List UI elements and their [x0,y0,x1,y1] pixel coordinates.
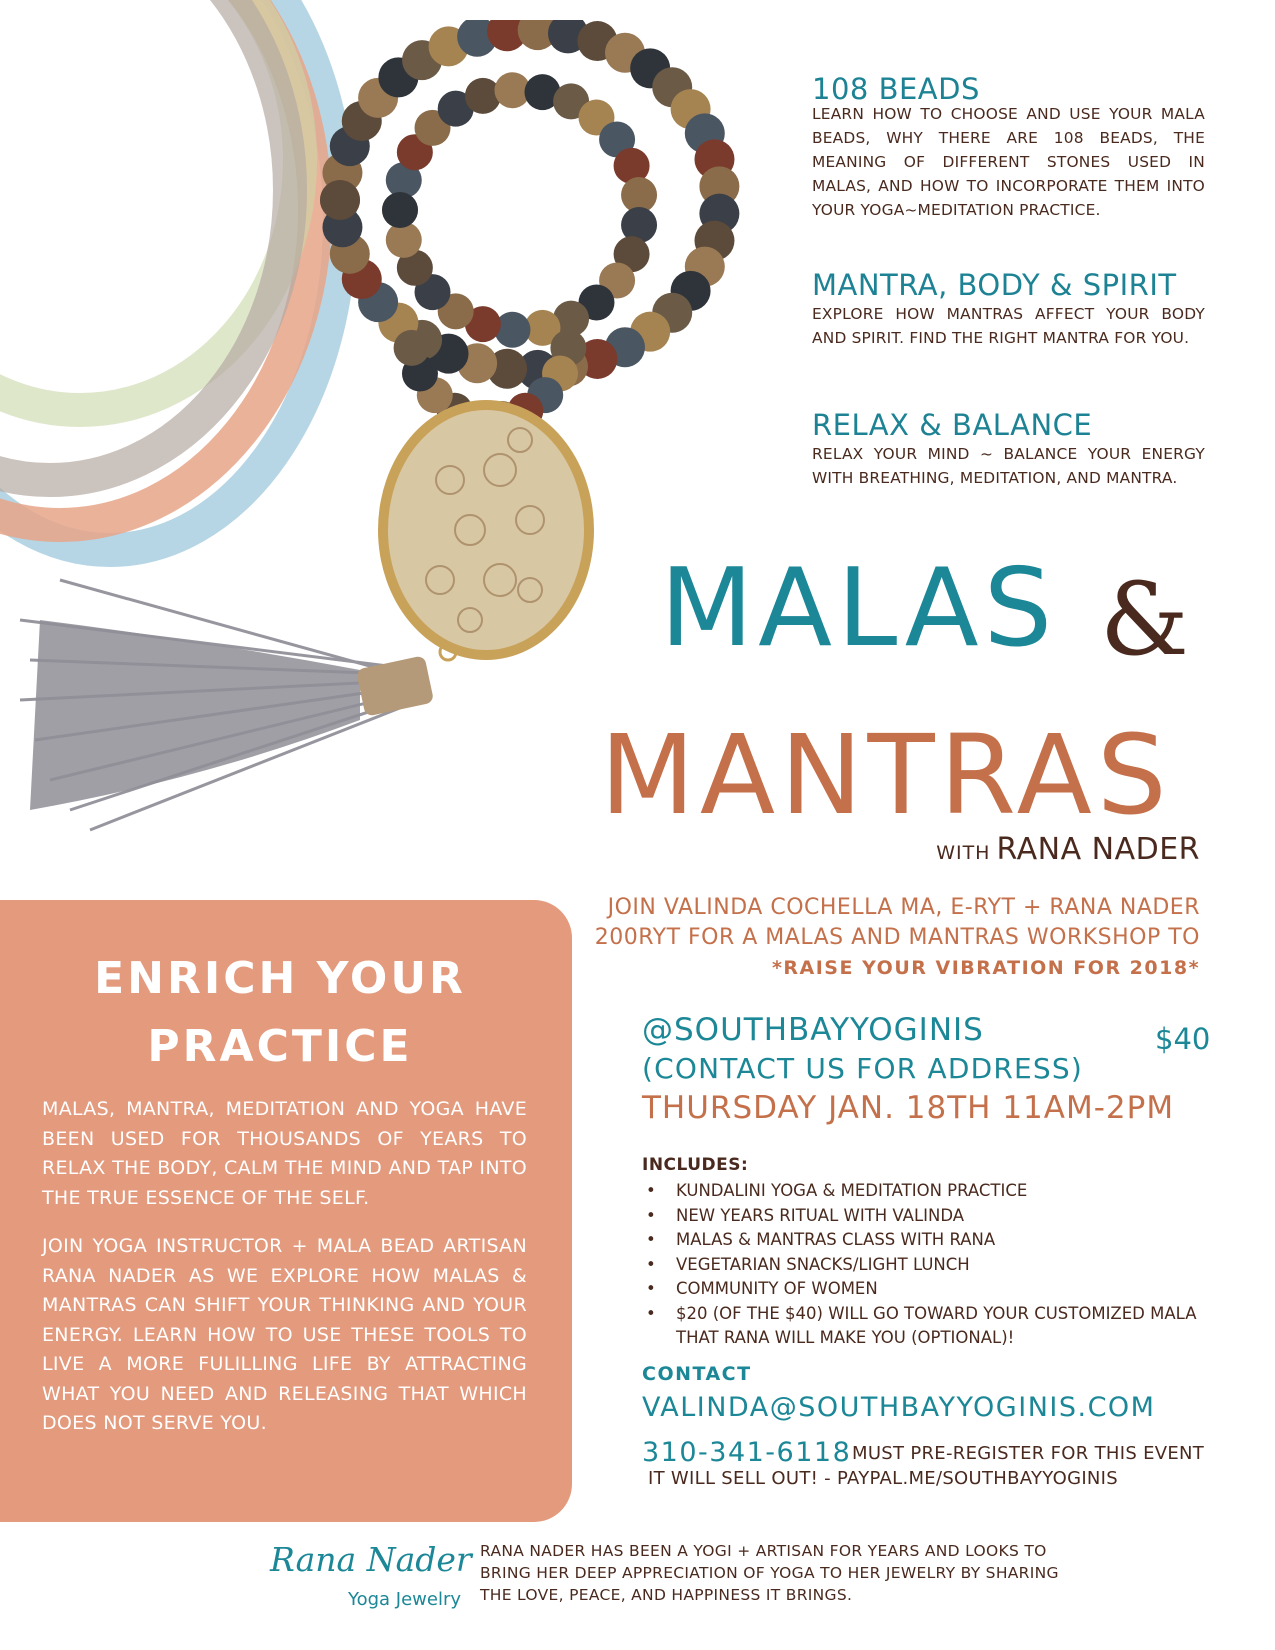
join-tagline: *RAISE YOUR VIBRATION FOR 2018* [771,957,1200,979]
address-note: (CONTACT US FOR ADDRESS) [642,1052,1083,1085]
includes-heading: INCLUDES: [642,1155,749,1175]
section-body-108-beads: LEARN HOW TO CHOOSE AND USE YOUR MALA BEADS, WHY THERE ARE 108 BEADS, THE MEANING OF DIFFERENT STONES USED IN MALAS, AND HOW TO INCORPORATE THEM INTO YOUR YOGA~MEDITATION PRACTICE. [812,105,1205,219]
bullet-icon: • [646,1230,656,1249]
list-item: • KUNDALINI YOGA & MEDITATION PRACTICE [642,1179,1232,1204]
section-title-relax-balance: RELAX & BALANCE [812,408,1093,442]
includes-list [642,1179,1232,1351]
join-line-1: JOIN VALINDA COCHELLA MA, E-RYT + RANA NADER [607,895,1200,920]
list-item: • $20 (OF THE $40) WILL GO TOWARD YOUR CUSTOMIZED MALA THAT RANA WILL MAKE YOU (OPTIONAL)! [646,1303,1197,1347]
list-item: • NEW YEARS RITUAL WITH VALINDA [642,1204,1232,1229]
panel-title [60,945,500,1081]
panel-title-line-2: PRACTICE [147,1021,413,1072]
rana-nader-logo: Rana Nader [270,1540,472,1579]
headline-mantras: MANTRAS [600,711,1172,839]
panel-paragraph-2: JOIN YOGA INSTRUCTOR + MALA BEAD ARTISAN RANA NADER AS WE EXPLORE HOW MALAS & MANTRAS CAN SHIFT YOUR THINKING AND YOUR ENERGY. LEARN HOW TO USE THESE TOOLS TO LIVE A MORE FULILLING LIFE BY ATTRACTING WHAT YOU NEED AND RELEASING THAT WHICH DOES NOT SERVE YOU. [42,1235,527,1434]
contact-email-link[interactable]: VALINDA@SOUTHBAYYOGINIS.COM [642,1392,1156,1423]
instagram-handle[interactable]: @SOUTHBAYYOGINIS [642,1012,984,1048]
headline-ampersand: & [1100,561,1190,678]
contact-phone-link[interactable]: 310-341-6118 [642,1437,852,1468]
join-description [580,893,1200,983]
headline-malas: MALAS [660,546,1058,671]
event-price: $40 [1155,1022,1211,1056]
list-item: • MALAS & MANTRAS CLASS WITH RANA [642,1228,1232,1253]
bullet-icon: • [646,1279,656,1298]
section-title-mantra-body-spirit: MANTRA, BODY & SPIRIT [812,268,1177,302]
panel-paragraph-1: MALAS, MANTRA, MEDITATION AND YOGA HAVE BEEN USED FOR THOUSANDS OF YEARS TO RELAX THE BODY, CALM THE MIND AND TAP INTO THE TRUE ESSENCE OF THE SELF. [42,1098,527,1209]
section-body-relax-balance: RELAX YOUR MIND ~ BALANCE YOUR ENERGY WITH BREATHING, MEDITATION, AND MANTRA. [812,445,1205,487]
event-date: THURSDAY JAN. 18TH 11AM-2PM [642,1090,1175,1126]
host-name: RANA NADER [996,832,1200,867]
preregister-note: MUST PRE-REGISTER FOR THIS EVENT [852,1443,1205,1464]
list-item: • COMMUNITY OF WOMEN [642,1277,1232,1302]
section-title-108-beads: 108 BEADS [812,72,980,106]
with-host-line [936,832,1200,867]
bullet-icon: • [646,1303,656,1323]
logo-subtitle: Yoga Jewelry [348,1589,462,1610]
bullet-icon: • [646,1181,656,1200]
sellout-paypal-note: IT WILL SELL OUT! - PAYPAL.ME/SOUTHBAYYOGINIS [648,1468,1119,1489]
bullet-icon: • [646,1205,656,1225]
contact-heading: CONTACT [642,1363,752,1385]
footer-bio: RANA NADER HAS BEEN A YOGI + ARTISAN FOR YEARS AND LOOKS TO BRING HER DEEP APPRECIATION OF YOGA TO HER JEWELRY BY SHARING THE LOVE, PEACE, AND HAPPINESS IT BRINGS. [480,1542,1059,1604]
section-body-mantra-body-spirit: EXPLORE HOW MANTRAS AFFECT YOUR BODY AND SPIRIT. FIND THE RIGHT MANTRA FOR YOU. [812,305,1205,347]
bullet-icon: • [646,1254,656,1274]
with-word: WITH [936,842,991,864]
join-line-2: 200RYT FOR A MALAS AND MANTRAS WORKSHOP TO [594,925,1200,950]
list-item: • VEGETARIAN SNACKS/LIGHT LUNCH [642,1253,1232,1278]
panel-title-line-1: ENRICH YOUR [94,953,466,1004]
